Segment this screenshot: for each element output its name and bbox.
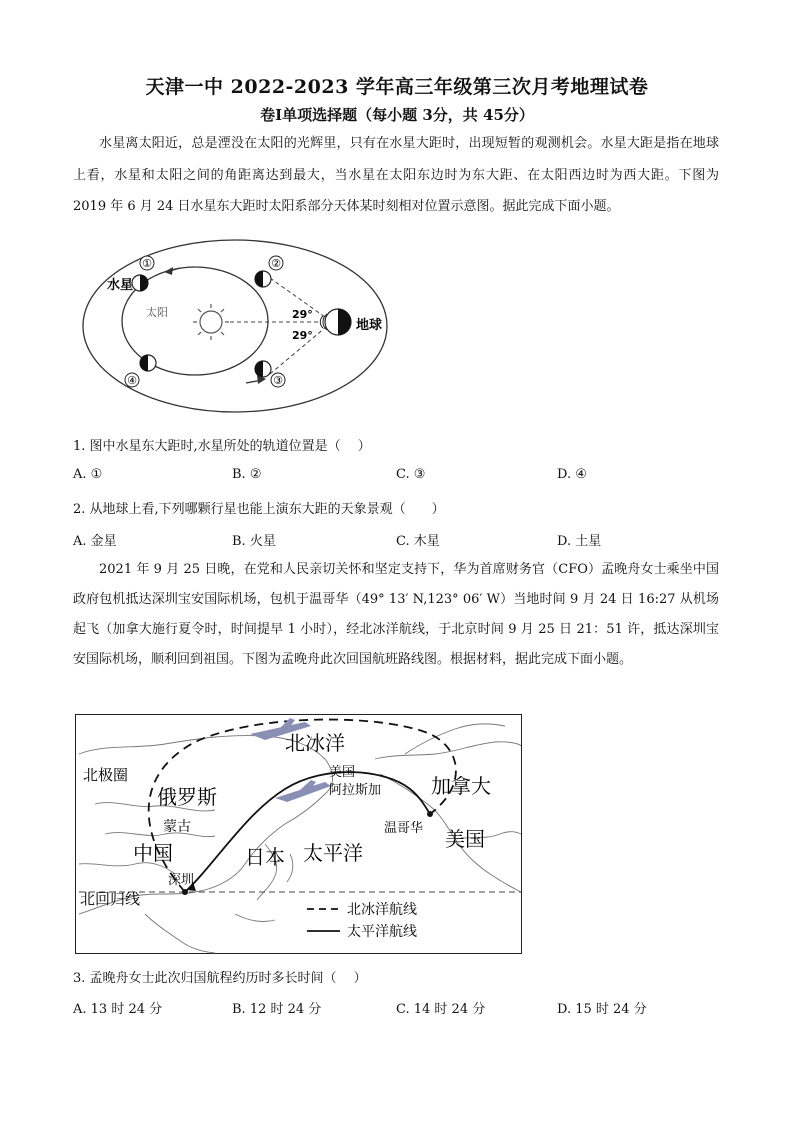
mercury-position-2 xyxy=(255,271,271,287)
angle-label-bottom: 29° xyxy=(292,329,313,342)
usa-alaska-label: 美国 xyxy=(329,765,356,780)
question-3-option-a[interactable]: A. 13 时 24 分 xyxy=(73,1002,163,1017)
question-1-option-d[interactable]: D. ④ xyxy=(557,467,587,482)
usa-label: 美国 xyxy=(445,827,485,851)
position-3-label: ③ xyxy=(273,374,283,387)
question-1-option-c[interactable]: C. ③ xyxy=(396,467,426,482)
mongolia-label: 蒙古 xyxy=(163,819,191,835)
mercury-position-1 xyxy=(132,275,148,291)
question-3-option-d[interactable]: D. 15 时 24 分 xyxy=(557,1002,647,1017)
position-4-label: ④ xyxy=(127,374,137,387)
question-3-option-b[interactable]: B. 12 时 24 分 xyxy=(232,1002,322,1017)
canada-label: 加拿大 xyxy=(431,774,491,798)
question-1-option-b[interactable]: B. ② xyxy=(232,467,262,482)
vancouver-label: 温哥华 xyxy=(384,821,424,836)
mercury-label: 水星 xyxy=(107,278,134,293)
russia-label: 俄罗斯 xyxy=(157,785,217,809)
page-title: 天津一中 2022-2023 学年高三年级第三次月考地理试卷 xyxy=(145,76,649,98)
alaska-label: 阿拉斯加 xyxy=(329,783,382,798)
arctic-ocean-label: 北冰洋 xyxy=(285,731,345,755)
sun-label: 太阳 xyxy=(146,306,168,319)
earth-label: 地球 xyxy=(356,318,383,333)
arctic-circle-label: 北极圈 xyxy=(83,766,129,784)
pacific-label: 太平洋 xyxy=(303,841,363,865)
legend-pacific-label: 太平洋航线 xyxy=(347,924,417,940)
earth-icon xyxy=(320,309,351,335)
position-2-label: ② xyxy=(271,257,281,270)
angle-label-top: 29° xyxy=(292,308,313,321)
flight-route-map xyxy=(75,714,522,954)
question-1-stem: 1. 图中水星东大距时,水星所处的轨道位置是（ ） xyxy=(73,439,371,454)
sun-icon xyxy=(193,304,229,340)
question-2-option-a[interactable]: A. 金星 xyxy=(73,534,117,549)
shenzhen-marker xyxy=(182,889,188,895)
china-label: 中国 xyxy=(133,841,173,865)
mercury-position-3 xyxy=(255,361,271,377)
passage-flight: 2021 年 9 月 25 日晚，在党和人民亲切关怀和坚定支持下，华为首席财务官（CFO）孟晚舟女士乘坐中国政府包机抵达深圳宝安国际机场，包机于温哥华（49° 13′ N,123° 06′ W）当地时间 9 月 24 日 16:27 从机场起飞（加拿大施行夏令时，时间提早 1 小时），经北冰洋航线，于北京时间 9 月 25 日 21：51 许，抵达深圳宝安国际机场，顺利回到祖国。下图为孟晚舟此次回国航班路线图。根据材料，据此完成下面小题。 xyxy=(73,562,719,667)
mercury-position-4 xyxy=(140,355,156,371)
passage-mercury: 水星离太阳近，总是湮没在太阳的光辉里，只有在水星大距时，出现短暂的观测机会。水星大距是指在地球上看，水星和太阳之间的角距离达到最大，当水星在太阳东边时为东大距、在太阳西边时为西大距。下图为 2019 年 6 月 24 日水星东大距时太阳系部分天体某时刻相对位置示意图。据此完成下面小题。 xyxy=(73,136,719,214)
question-3-stem: 3. 孟晚舟女士此次归国航程约历时多长时间（ ） xyxy=(73,971,367,986)
position-1-label: ① xyxy=(142,257,152,270)
tropic-label: 北回归线 xyxy=(80,890,141,908)
question-3-option-c[interactable]: C. 14 时 24 分 xyxy=(396,1002,486,1017)
question-2-option-c[interactable]: C. 木星 xyxy=(396,534,440,549)
legend-arctic-label: 北冰洋航线 xyxy=(347,902,417,918)
section-heading: 卷Ⅰ单项选择题（每小题 3分，共 45分） xyxy=(260,106,534,124)
shenzhen-label: 深圳 xyxy=(168,873,195,888)
question-2-option-d[interactable]: D. 土星 xyxy=(557,534,602,549)
vancouver-marker xyxy=(427,811,433,817)
japan-label: 日本 xyxy=(245,845,285,869)
mercury-elongation-diagram xyxy=(80,238,410,420)
question-2-option-b[interactable]: B. 火星 xyxy=(232,534,276,549)
question-2-stem: 2. 从地球上看,下列哪颗行星也能上演东大距的天象景观（ ） xyxy=(73,502,445,517)
question-1-option-a[interactable]: A. ① xyxy=(73,467,103,482)
